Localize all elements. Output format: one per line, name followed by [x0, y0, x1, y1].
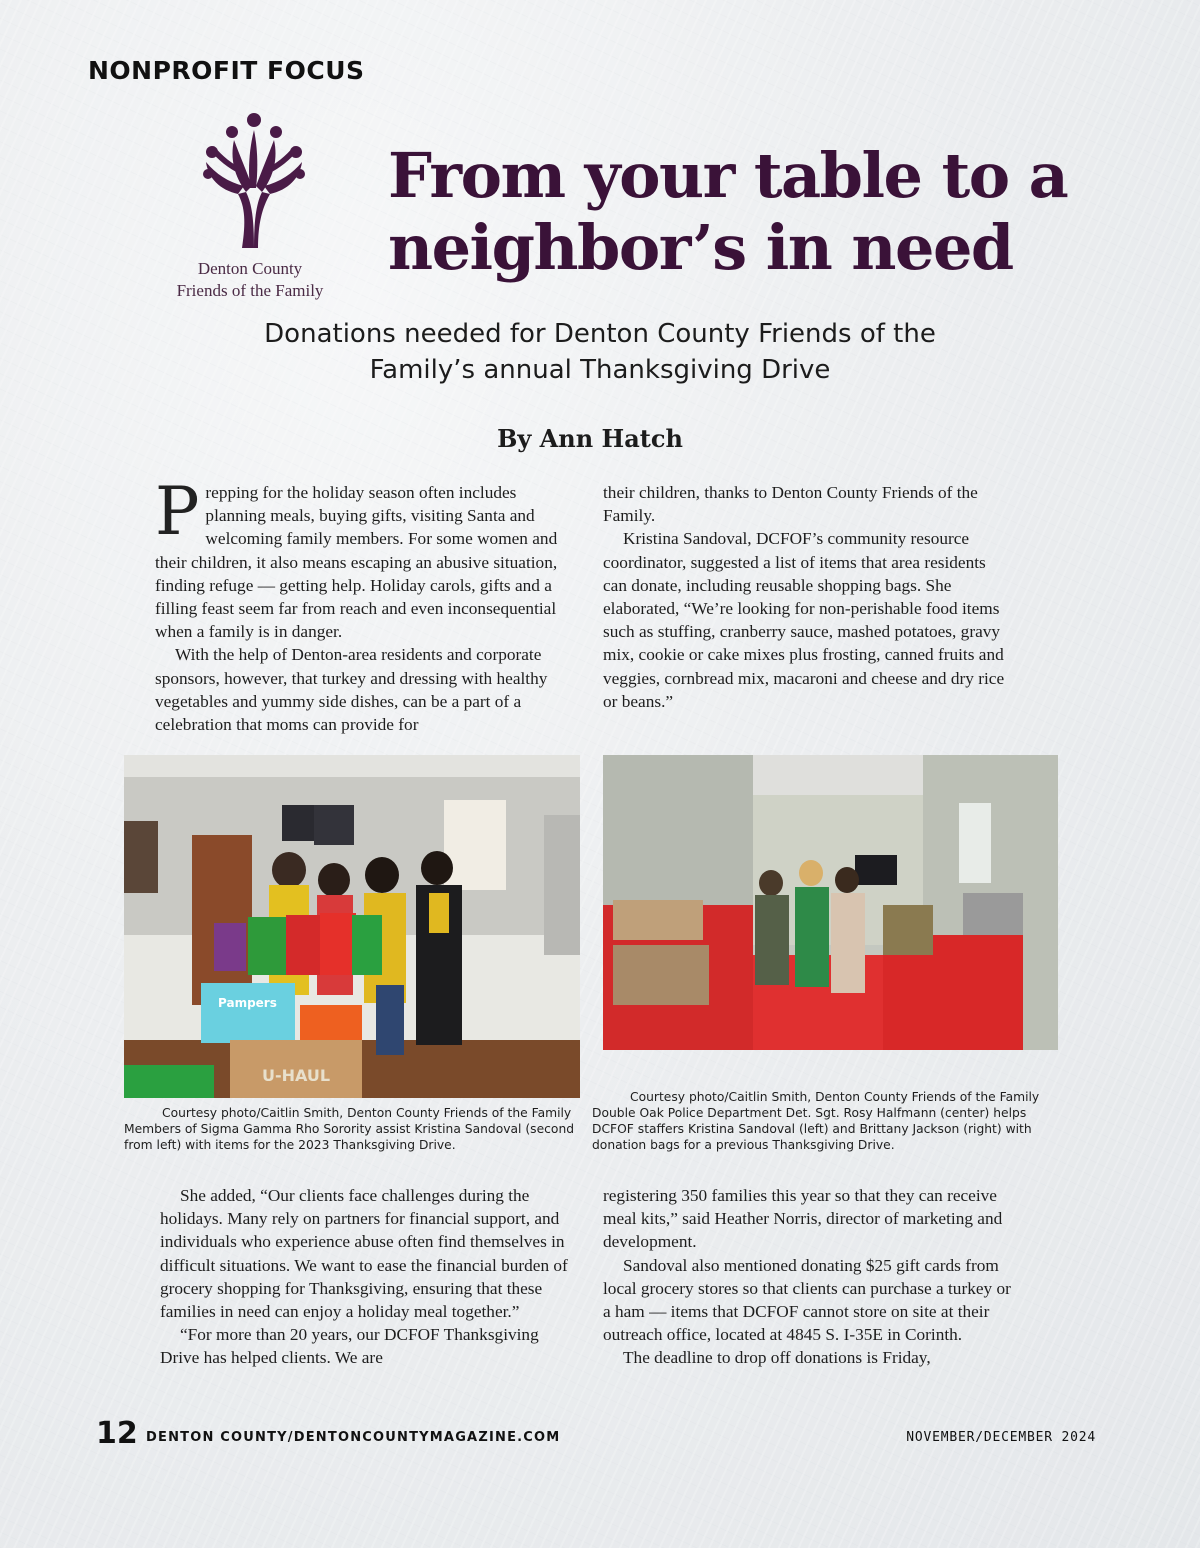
page-number: 12	[96, 1416, 138, 1451]
photo-credit-right: Courtesy photo/Caitlin Smith, Denton County Friends of the Family	[630, 1090, 1040, 1104]
column-top-left	[155, 473, 577, 736]
subheadline	[160, 316, 1040, 388]
photo-credit-left: Courtesy photo/Caitlin Smith, Denton County Friends of the Family	[162, 1106, 572, 1120]
footer-publication: DENTON COUNTY/DENTONCOUNTYMAGAZINE.COM	[146, 1430, 561, 1445]
photo-illustration	[603, 755, 1058, 1050]
photo-sorority-volunteers	[124, 755, 580, 1098]
paragraph: Sandoval also mentioned donating $25 gift cards from local grocery stores so that clients can purchase a turkey or a ham — items that DCFOF cannot store on site at their outreach office, located at 4845 S. I-35E in Corinth.	[603, 1255, 1011, 1345]
column-bottom-left	[160, 1184, 574, 1370]
logo-line-1: Denton County	[197, 259, 303, 278]
photo-caption-left: Members of Sigma Gamma Rho Sorority assist Kristina Sandoval (second from left) with items for the 2023 Thanksgiving Drive.	[124, 1122, 575, 1152]
photo-caption-right: Double Oak Police Department Det. Sgt. Rosy Halfmann (center) helps DCFOF staffers Kristina Sandoval (left) and Brittany Jackson (right) with donation bags for a previous Thanksgiving Drive.	[592, 1106, 1032, 1152]
paragraph-text: repping for the holiday season often includes planning meals, buying gifts, visiting Santa and welcoming family members. For some women and their children, it also means escaping an abusive situation, finding refuge — getting help. Holiday carols, gifts and a filling feast seem far from reach and even inconsequential when a family is in danger.	[155, 483, 558, 642]
logo-line-2: Friends of the Family	[176, 281, 324, 300]
paragraph: She added, “Our clients face challenges during the holidays. Many rely on partners for financial support, and individuals who experience abuse often find themselves in difficult situations. We want to ease the financial burden of grocery shopping for Thanksgiving, ensuring that these families in need can enjoy a holiday meal together.”	[160, 1186, 568, 1322]
tree-of-people-icon	[150, 112, 350, 252]
paragraph: their children, thanks to Denton County Friends of the Family.	[603, 483, 978, 526]
paragraph: With the help of Denton-area residents and corporate sponsors, however, that turkey and dressing with healthy vegetables and yummy side dishes, can be a part of a celebration that moms can provide for	[155, 645, 548, 735]
uhaul-label: U-HAUL	[262, 1066, 331, 1085]
column-bottom-right	[603, 1184, 1021, 1370]
logo-wordmark	[150, 258, 350, 302]
paragraph: The deadline to drop off donations is Friday,	[623, 1348, 931, 1368]
section-label: NONPROFIT FOCUS	[88, 56, 365, 85]
drop-cap: P	[155, 473, 200, 550]
dcfof-logo	[150, 112, 350, 307]
photo-police-donation-bags	[603, 755, 1058, 1050]
pampers-label: Pampers	[218, 996, 277, 1010]
byline: By Ann Hatch	[497, 424, 683, 453]
column-top-right	[603, 481, 1013, 713]
subhead-line-1: Donations needed for Denton County Friends of the	[264, 319, 936, 349]
paragraph: Kristina Sandoval, DCFOF’s community resource coordinator, suggested a list of items that area residents can donate, including reusable shopping bags. She elaborated, “We’re looking for non-perishable food items such as stuffing, cranberry sauce, mashed potatoes, gravy mix, cookie or cake mixes plus frosting, canned fruits and veggies, cornbread mix, macaroni and cheese and dry rice or beans.”	[603, 529, 1005, 711]
headline	[388, 140, 1148, 284]
photo-illustration	[124, 755, 580, 1098]
paragraph: “For more than 20 years, our DCFOF Thanksgiving Drive has helped clients. We are	[160, 1325, 539, 1368]
paragraph: registering 350 families this year so that they can receive meal kits,” said Heather Norris, director of marketing and development.	[603, 1186, 1003, 1252]
paragraph	[155, 473, 577, 643]
footer-issue-date: NOVEMBER/DECEMBER 2024	[906, 1430, 1096, 1445]
subhead-line-2: Family’s annual Thanksgiving Drive	[369, 355, 831, 385]
headline-line-1: From your table to a	[388, 139, 1068, 212]
headline-line-2: neighbor’s in need	[388, 211, 1013, 284]
